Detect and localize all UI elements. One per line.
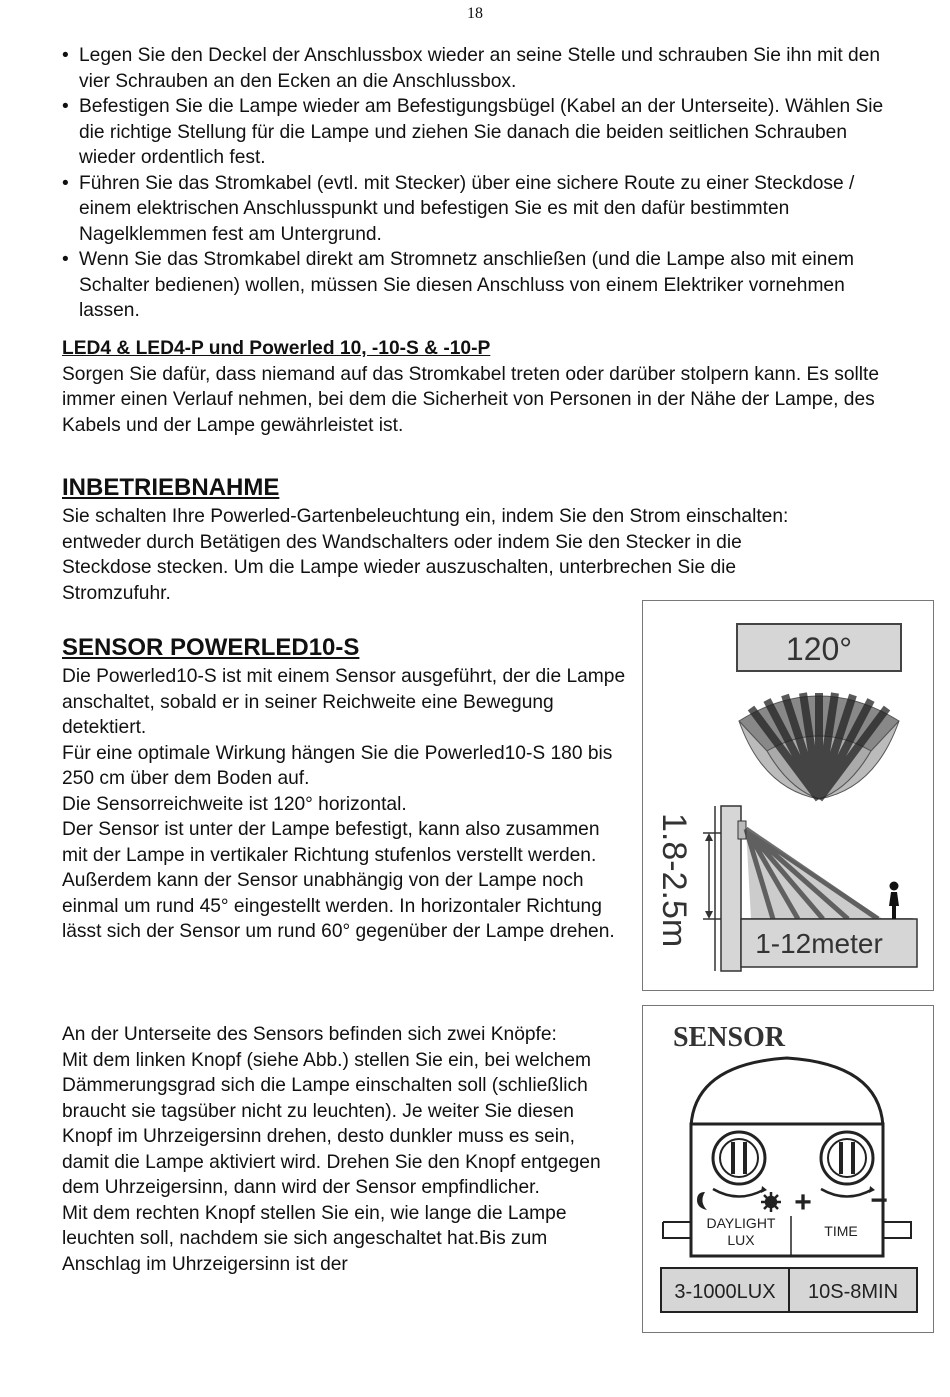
lux-label: LUX [727,1232,755,1248]
minus-sign: − [870,1184,888,1217]
horizontal-fan-icon [739,693,899,799]
angle-label: 120° [785,631,853,667]
sensor-paragraph: Der Sensor ist unter der Lampe befestigt, kann also zusammen mit der Lampe in vertikaler Richtung stufenlos verstellt werden. Außerdem kann der Sensor unabhängig von der Lampe noch einmal um rund 45° eingestellt werden. In horizontaler Richtung lässt sich der Sensor um rund 60° gegenüber der Lampe drehen. [62,819,615,942]
buttons-section-text [62,1022,627,1277]
distance-label: 1-12meter [755,928,883,959]
led-section-text: Sorgen Sie dafür, dass niemand auf das Stromkabel treten oder darüber stolpern kann. Es sollte immer einen Verlauf nehmen, bei dem die Sicherheit von Personen in der Nähe der Lampe, des Kabels und der Lampe gewährleistet ist. [62,363,880,436]
time-range: 10S-8MIN [807,1281,899,1303]
plus-sign: + [794,1186,812,1219]
sensor-section-heading: SENSOR POWERLED10-S [62,634,360,661]
led-section [62,336,892,438]
sensor-dome-icon [691,1058,883,1126]
list-item: • Wenn Sie das Stromkabel direkt am Stromnetz anschließen (und die Lampe also mit einem Schalter bedienen) wollen, müssen Sie diesen Anschluss von einem Elektriker vornehmen lassen. [62,247,892,324]
list-item: • Befestigen Sie die Lampe wieder am Befestigungsbügel (Kabel an der Unterseite). Wählen Sie die richtige Stellung für die Lampe und ziehen Sie danach die beiden seitlichen Schrauben wieder ordentlich fest. [62,94,892,171]
inbetriebnahme-text: Sie schalten Ihre Powerled-Gartenbeleuchtung ein, indem Sie den Strom einschalten: entweder durch Betätigen des Wandschalters oder indem Sie den Stecker in die Steckdose stecken. Um die Lampe wieder auszuschalten, unterbrechen Sie die Stromzufuhr. [62,506,789,604]
sensor-paragraph: Für eine optimale Wirkung hängen Sie die Powerled10-S 180 bis 250 cm über dem Boden auf. [62,742,613,789]
daylight-label: DAYLIGHT [706,1215,776,1231]
instruction-list [62,43,892,324]
list-item: • Führen Sie das Stromkabel (evtl. mit Stecker) über eine sichere Route zu einer Steckdose / einem elektrischen Anschlusspunkt und befestigen Sie es mit den dafür bestimmten Nagelklemmen fest am Untergrund. [62,171,892,248]
sensor-paragraph: Die Sensorreichweite ist 120° horizontal. [62,793,407,815]
list-item: • Legen Sie den Deckel der Anschlussbox wieder an seine Stelle und schrauben Sie ihn mit den vier Schrauben an den Ecken an die Anschlussbox. [62,43,892,94]
height-label: 1.8-2.5m [655,813,693,948]
buttons-paragraph: Mit dem linken Knopf (siehe Abb.) stellen Sie ein, bei welchem Dämmerungsgrad sich die Lampe einschalten soll (schließlich braucht sie tagsüber nicht zu leuchten). Je weiter Sie diesen Knopf im Uhrzeigersinn drehen, desto dunkler muss es sein, damit die Lampe aktiviert wird. Drehen Sie den Knopf entgegen dem Uhrzeigersinn, dann wird der Sensor empfindlicher. [62,1049,601,1198]
time-label: TIME [824,1223,858,1239]
page-number: 18 [467,5,483,22]
detection-range-diagram [643,601,933,990]
buttons-paragraph: An der Unterseite des Sensors befinden sich zwei Knöpfe: [62,1024,557,1045]
buttons-paragraph: Mit dem rechten Knopf stellen Sie ein, wie lange die Lampe leuchten soll, nachdem sie sich angeschaltet hat.Bis zum Anschlag im Uhrzeigersinn ist der [62,1202,567,1275]
sensor-section-text [62,664,627,945]
detection-range-figure [642,600,934,991]
led-section-heading: LED4 & LED4-P und Powerled 10, -10-S & -10-P [62,338,491,359]
inbetriebnahme-heading: INBETRIEBNAHME [62,474,280,501]
sensor-knobs-figure [642,1005,934,1333]
sensor-paragraph: Die Powerled10-S ist mit einem Sensor ausgeführt, der die Lampe anschaltet, sobald er in seiner Reichweite eine Bewegung detektiert. [62,666,626,738]
sensor-knobs-diagram [643,1006,933,1332]
lux-range: 3-1000LUX [674,1281,776,1303]
sun-icon [761,1192,781,1212]
sensor-title: SENSOR [672,1022,786,1053]
